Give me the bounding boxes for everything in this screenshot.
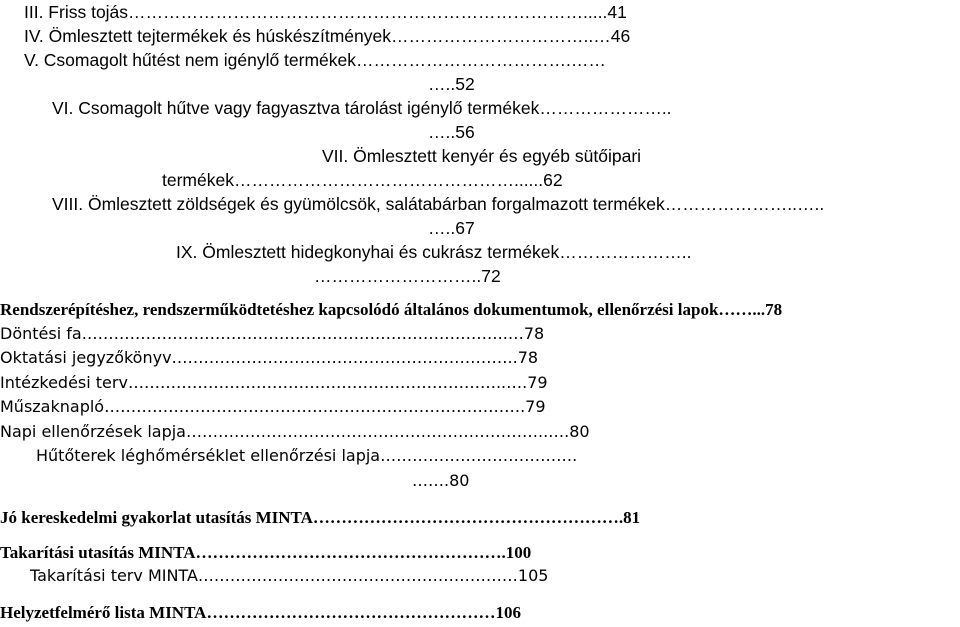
- toc-entry-tejtermekek: IV. Ömlesztett tejtermékek és húskészítmények……………………………..…46: [24, 26, 631, 46]
- toc-entry-oktatasi-jegyzokonyv: Oktatási jegyzőkönyv………………………………………………………..78: [0, 348, 539, 367]
- toc-entry-takaritasi-terv: Takarítási terv MINTA……………………………………………………105: [30, 566, 549, 585]
- toc-entry-intezkedesi-terv: Intézkedési terv……………………………………………………………..….79: [0, 373, 548, 392]
- toc-entry-friss-tojas: III. Friss tojás…………………………………………………………………….....41: [24, 2, 627, 22]
- toc-entry-takaritasi-utasitas: Takarítási utasítás MINTA……………………………………………….100: [0, 543, 532, 562]
- toc-entry-helyzetfelmero: Helyzetfelmérő lista MINTA……………………………………………106: [0, 603, 521, 622]
- toc-entry-page-80: …….80: [412, 471, 470, 490]
- toc-entry-zoldsegek: VIII. Ömlesztett zöldségek és gyümölcsök, salátabárban forgalmazott termékek…………………..…..: [52, 194, 825, 214]
- toc-entry-page-56: …..56: [428, 122, 475, 142]
- toc-entry-page-52: …..52: [428, 74, 475, 94]
- toc-entry-kenyer: VII. Ömlesztett kenyér és egyéb sütőipari: [322, 146, 642, 166]
- toc-entry-napi-ellenorzesek: Napi ellenőrzések lapja…………………………………………………………..….80: [0, 422, 590, 441]
- toc-entry-hutoterek: Hűtőterek léghőmérséklet ellenőrzési lapja……………………………….: [36, 446, 578, 465]
- toc-entry-jo-kereskedelmi: Jó kereskedelmi gyakorlat utasítás MINTA……………………………………………….81: [0, 508, 641, 527]
- toc-entry-hutest-nem-igenylo: V. Csomagolt hűtést nem igénylő termékek……………………………….……: [24, 50, 606, 70]
- toc-entry-hutve-fagyasztva: VI. Csomagolt hűtve vagy fagyasztva tárolást igénylő termékek…………………..: [52, 98, 672, 118]
- toc-entry-muszaknaplo: Műszaknapló…………………………………………………………………….79: [0, 397, 546, 416]
- toc-entry-page-67: …..67: [428, 218, 475, 238]
- toc-entry-termekek-62: termékek…………………………………………......62: [162, 170, 563, 190]
- toc-entry-dontesi-fa: Döntési fa……………………………………………………………………..…78: [0, 324, 545, 343]
- toc-entry-hidegkonyhai: IX. Ömlesztett hidegkonyhai és cukrász termékek…………………..: [176, 242, 692, 262]
- toc-entry-rendszerepites: Rendszerépítéshez, rendszerműködtetéshez kapcsolódó általános dokumentumok, ellenőrzési lapok……...78: [0, 300, 783, 319]
- toc-entry-page-72: ………………………..72: [314, 266, 501, 286]
